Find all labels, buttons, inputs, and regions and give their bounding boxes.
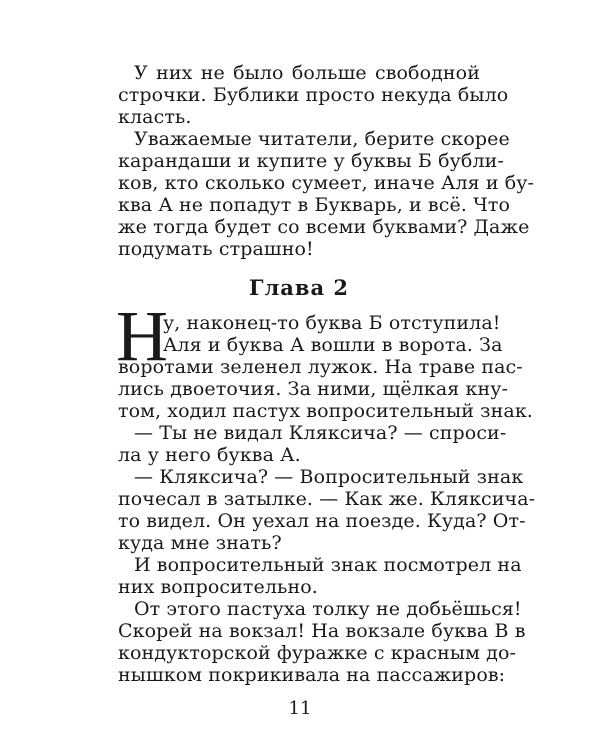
text-line: том, ходил пастух вопросительный знак. xyxy=(118,400,533,422)
text-line: почесал в затылке. — Как же. Кляксича- xyxy=(118,488,536,510)
text-line: От этого пастуха толку не добьёшься! xyxy=(134,598,522,620)
text-line: же тогда будет со всеми буквами? Даже xyxy=(118,216,530,238)
text-line: ла у него буква А. xyxy=(118,444,301,466)
text-line: Аля и буква А вошли в ворота. За xyxy=(163,334,503,356)
text-line: ква А не попадут в Букварь, и всё. Что xyxy=(118,194,511,216)
text-line: воротами зеленел лужок. На траве пас- xyxy=(118,356,523,378)
text-line: куда мне знать? xyxy=(118,532,282,554)
chapter-title: Глава 2 xyxy=(248,275,350,300)
text-line: класть. xyxy=(118,106,192,128)
text-line: нышком покрикивала на пассажиров: xyxy=(118,664,506,686)
text-line: у, наконец-то буква Б отступила! xyxy=(163,312,501,334)
text-line: кондукторской фуражке с красным до- xyxy=(118,642,517,664)
page-number: 11 xyxy=(288,698,312,719)
text-line: подумать страшно! xyxy=(118,238,314,260)
text-line: ков, кто сколько сумеет, иначе Аля и бу- xyxy=(118,172,535,194)
text-line: — Кляксича? — Вопросительный знак xyxy=(134,466,524,488)
text-line: Скорей на вокзал! На вокзале буква В в xyxy=(118,620,526,642)
text-line: лись двоеточия. За ними, щёлкая кну- xyxy=(118,378,509,400)
text-line: то видел. Он уехал на поезде. Куда? От- xyxy=(118,510,526,532)
text-line: карандаши и купите у буквы Б бубли- xyxy=(118,150,504,172)
text-line: У них не было больше свободной xyxy=(134,62,480,84)
drop-cap: Н xyxy=(116,296,168,376)
text-line: — Ты не видал Кляксича? — спроси- xyxy=(134,422,507,444)
text-line: них вопросительно. xyxy=(118,576,318,598)
text-line: И вопросительный знак посмотрел на xyxy=(134,554,522,576)
text-line: строчки. Бублики просто некуда было xyxy=(118,84,509,106)
text-line: Уважаемые читатели, берите скорее xyxy=(134,128,510,150)
